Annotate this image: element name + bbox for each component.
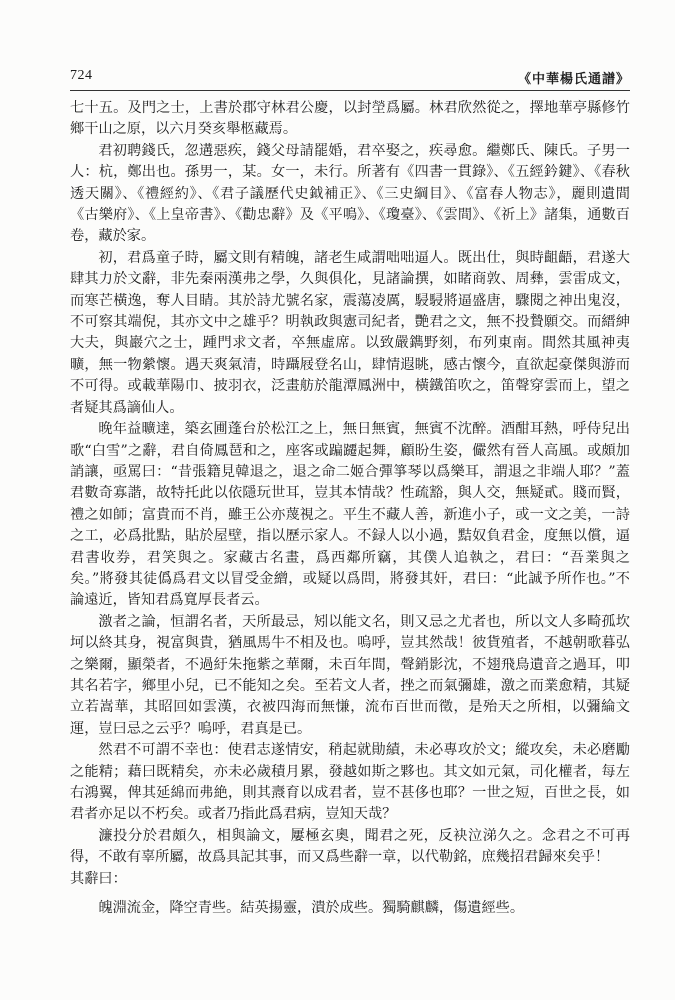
paragraph: 激者之論，恒謂名者，天所最忌，矧以能文名，則又忌之尤者也，所以文人多畸孤坎坷以終其身，視富與貴，猶風馬牛不相及也。嗚呼，豈其然哉！彼貨殖者，不越朝歌暮弘之樂爾，顯榮者，不過紆朱拖紫之華爾，未百年間，聲銷影沈，不翅飛鳥遺音之過耳，叩其名若字，鄉里小兒，已不能知之矣。至若文人者，挫之而氣彌雄，激之而業愈精，其疑立若嵩華，其昭回如雲漢，衣被四海而無慊，流布百世而徵，是殆天之所相，以彌綸文運，豈曰忌之云乎？嗚呼，君真是已。 — [70, 613, 630, 737]
running-title: 《中華楊氏通譜》 — [517, 72, 630, 87]
paragraph: 初，君爲童子時，屬文則有精魄，諸老生咸謂咄咄逼人。既出仕，與時齟齬，君遂大肆其力於文辭，非先秦兩漢弗之學，久與俱化，見諸論撰，如睹商敦、周彝，雲雷成文，而寒芒橫逸，奪人目睛。其於詩尤號名家，震蕩凌厲，駸駸將逼盛唐，驟閱之神出鬼沒，不可察其端倪，其亦文中之雄乎？明執政與憲司紀者，艷君之文，無不投贄願交。而縉紳大夫，與巖穴之士，踵門求文者，卒無虛席。以致嚴鐫野刻，布列東南。間然其風神夷曠，無一物縈懷。遇天爽氣清，時躡屐登名山，肆情遐眺，感古懷今，直欲起豪傑與游而不可得。或載華陽巾、披羽衣，泛畫舫於龍潭鳳洲中，橫鐵笛吹之，笛聲穿雲而上，望之者疑其爲謫仙人。 — [70, 249, 630, 416]
paragraph-continued: 七十五。及門之士，上書於郡守林君公慶，以封塋爲屬。林君欣然從之，擇地華亭縣修竹鄉干山之原，以六月癸亥舉柩藏焉。 — [70, 100, 630, 138]
verse-line: 魄淵流金，降空青些。結英揚靈，潰於成些。獨騎麒麟，傷遺經些。 — [98, 900, 525, 917]
page-header — [70, 68, 630, 90]
body-text — [70, 98, 630, 919]
paragraph: 然君不可謂不幸也：使君志遂情安，稍起就勛績，未必專攻於文；縱攻矣，未必磨勵之能精；藉曰既精矣，亦未必歲積月累，發越如斯之夥也。其文如元氣，司化權者，每左右鴻翼，俾其延綿而弗絶，則其燾育以成君者，豈不甚侈也耶？一世之短，百世之長，如君者亦足以不朽矣。或者乃指此爲君病，豈知天哉？ — [70, 742, 630, 823]
page-number: 724 — [70, 68, 93, 83]
paragraph: 晚年益曠達，築玄圃蓬台於松江之上，無日無賓，無賓不沈醉。酒酣耳熱，呼侍兒出歌“白雪”之辭，君自倚鳳琶和之，座客或蹁躚起舞，顧盼生姿，儼然有晉人高風。或頗加誚讓，亟罵曰：“昔張籍見韓退之，退之命二姬合彈箏琴以爲樂耳，謂退之非端人耶？”蓋君數奇寡諧，故特托此以依隱玩世耳，豈其本情哉？性疏豁，與人交，無疑貳。賤而賢，禮之如師；富貴而不肖，雖王公亦蔑視之。平生不藏人善，新進小子，或一文之美，一詩之工，必爲批點，貼於屋壁，指以歷示家人。不録人以小過，黠奴負君金，度無以償，逼君書收券，君笑與之。家藏古名畫，爲西鄰所竊，其僕人追執之，君曰：“吾業與之矣。”將發其徒僞爲君文以冒受金繒，或疑以爲問，將發其奸，君曰：“此誠予所作也。”不論遠近，皆知君爲寬厚長者云。 — [70, 421, 630, 609]
paragraph: 濂投分於君頗久，相與論文，屢極玄奧，聞君之死，反袂泣涕久之。念君之不可再得，不敢有辜所屬，故爲具記其事，而又爲些辭一章，以代勒銘，庶幾招君歸來矣乎！ — [70, 827, 630, 866]
paragraph: 君初聘錢氏，忽遘惡疾，錢父母請罷婚，君卒娶之，疾尋愈。繼鄭氏、陳氏。子男一人：杭，鄭出也。孫男一，某。女一，未行。所著有《四書一貫錄》、《五經鈐鍵》、《春秋透天關》、《禮經約》、《君子議歷代史鉞補正》、《三史綱目》、《富春人物志》，麗則遺間《古樂府》、《上皇帝書》、《勸忠辭》及《平鳴》、《瓊臺》、《雲間》、《祈上》諸集，通數百卷，藏於家。 — [70, 142, 630, 245]
header-rule — [70, 90, 630, 91]
closing-label: 其辭曰： — [70, 870, 127, 887]
